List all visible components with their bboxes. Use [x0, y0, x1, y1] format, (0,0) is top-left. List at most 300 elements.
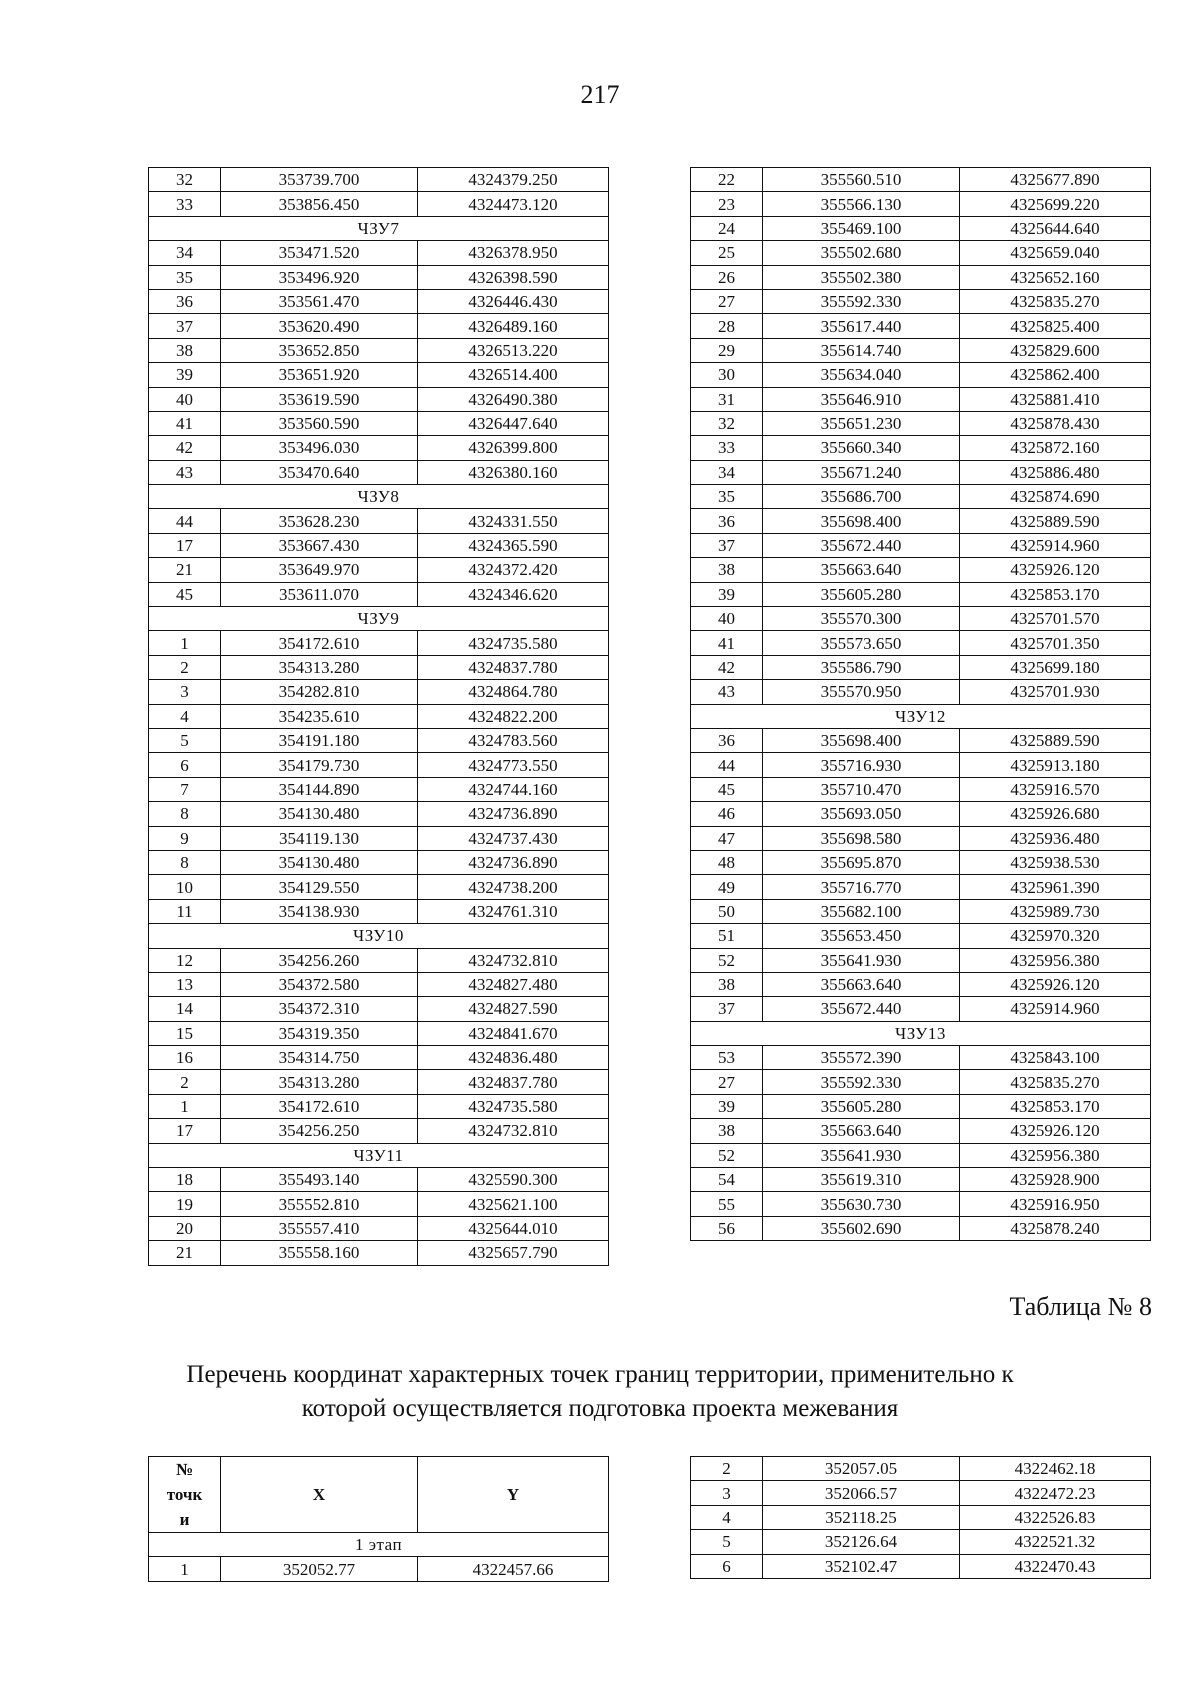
table-row [149, 802, 609, 826]
x-coordinate-cell: 354235.610 [221, 704, 418, 728]
point-number-cell: 35 [691, 485, 763, 509]
y-coordinate-cell: 4322526.83 [960, 1505, 1151, 1529]
table-row [691, 241, 1151, 265]
x-coordinate-cell: 353611.070 [221, 582, 418, 606]
x-coordinate-cell: 353620.490 [221, 314, 418, 338]
table-row [149, 850, 609, 874]
table-row [691, 460, 1151, 484]
point-number-cell: 25 [691, 241, 763, 265]
y-coordinate-cell: 4324864.780 [418, 680, 609, 704]
point-number-cell: 32 [691, 411, 763, 435]
territory-coordinates-table-left [148, 1456, 609, 1582]
table-row [149, 680, 609, 704]
page-number: 217 [580, 80, 620, 109]
point-number-cell: 50 [691, 899, 763, 923]
point-number-cell: 42 [691, 655, 763, 679]
x-coordinate-cell: 354313.280 [221, 1070, 418, 1094]
y-coordinate-cell: 4325913.180 [960, 753, 1151, 777]
y-coordinate-cell: 4325699.180 [960, 655, 1151, 679]
table-row [149, 826, 609, 850]
y-coordinate-cell: 4325853.170 [960, 582, 1151, 606]
point-number-cell: 47 [691, 826, 763, 850]
point-number-cell: 48 [691, 850, 763, 874]
y-coordinate-cell: 4326399.800 [418, 436, 609, 460]
point-number-cell: 21 [149, 1241, 221, 1265]
x-coordinate-cell: 352066.57 [763, 1481, 960, 1505]
y-coordinate-cell: 4324732.810 [418, 1119, 609, 1143]
table-row [149, 436, 609, 460]
x-coordinate-cell: 354282.810 [221, 680, 418, 704]
x-coordinate-cell: 355570.300 [763, 607, 960, 631]
point-number-cell: 49 [691, 875, 763, 899]
x-coordinate-cell: 353628.230 [221, 509, 418, 533]
x-coordinate-cell: 355663.640 [763, 558, 960, 582]
table-row [691, 558, 1151, 582]
y-coordinate-cell: 4325916.570 [960, 777, 1151, 801]
table-row [149, 1192, 609, 1216]
x-coordinate-cell: 352118.25 [763, 1505, 960, 1529]
point-number-cell: 27 [691, 289, 763, 313]
coordinates-table-left [148, 167, 609, 1266]
point-number-cell: 2 [149, 1070, 221, 1094]
point-number-cell: 41 [691, 631, 763, 655]
point-number-cell: 30 [691, 363, 763, 387]
x-coordinate-cell: 355502.680 [763, 241, 960, 265]
point-number-cell: 6 [691, 1554, 763, 1578]
x-coordinate-cell: 353496.030 [221, 436, 418, 460]
table-row [691, 1094, 1151, 1118]
point-number-cell: 12 [149, 948, 221, 972]
y-coordinate-cell: 4324836.480 [418, 1046, 609, 1070]
x-coordinate-cell: 355572.390 [763, 1046, 960, 1070]
point-number-cell: 7 [149, 777, 221, 801]
x-coordinate-cell: 355630.730 [763, 1192, 960, 1216]
y-coordinate-cell: 4324379.250 [418, 168, 609, 192]
table-row [149, 1070, 609, 1094]
point-number-cell: 8 [149, 850, 221, 874]
table-row [691, 1143, 1151, 1167]
point-number-cell: 10 [149, 875, 221, 899]
table-row [691, 192, 1151, 216]
y-coordinate-cell: 4325926.680 [960, 802, 1151, 826]
x-coordinate-cell: 355573.650 [763, 631, 960, 655]
y-coordinate-cell: 4325926.120 [960, 1119, 1151, 1143]
y-coordinate-cell: 4325825.400 [960, 314, 1151, 338]
x-coordinate-cell: 354256.260 [221, 948, 418, 972]
section-label: ЧЗУ10 [149, 924, 609, 948]
x-coordinate-cell: 354372.310 [221, 997, 418, 1021]
x-coordinate-cell: 355617.440 [763, 314, 960, 338]
y-coordinate-cell: 4325701.570 [960, 607, 1151, 631]
point-number-cell: 55 [691, 1192, 763, 1216]
point-number-cell: 29 [691, 338, 763, 362]
point-number-cell: 34 [691, 460, 763, 484]
y-coordinate-cell: 4324837.780 [418, 655, 609, 679]
table-row [149, 265, 609, 289]
column-header-y: Y [418, 1457, 609, 1533]
table-row [691, 826, 1151, 850]
point-number-cell: 35 [149, 265, 221, 289]
coordinates-table-right [690, 167, 1151, 1241]
y-coordinate-cell: 4326447.640 [418, 411, 609, 435]
x-coordinate-cell: 353651.920 [221, 363, 418, 387]
point-number-cell: 22 [691, 168, 763, 192]
x-coordinate-cell: 355566.130 [763, 192, 960, 216]
y-coordinate-cell: 4325878.240 [960, 1216, 1151, 1240]
table-row [149, 655, 609, 679]
y-coordinate-cell: 4325936.480 [960, 826, 1151, 850]
table-row [149, 558, 609, 582]
x-coordinate-cell: 355493.140 [221, 1168, 418, 1192]
y-coordinate-cell: 4325956.380 [960, 1143, 1151, 1167]
table-row [149, 631, 609, 655]
y-coordinate-cell: 4325889.590 [960, 728, 1151, 752]
table-row [149, 972, 609, 996]
y-coordinate-cell: 4326446.430 [418, 289, 609, 313]
point-number-cell: 37 [149, 314, 221, 338]
y-coordinate-cell: 4326490.380 [418, 387, 609, 411]
y-coordinate-cell: 4324822.200 [418, 704, 609, 728]
point-number-cell: 17 [149, 533, 221, 557]
table-row [149, 1241, 609, 1265]
point-number-cell: 42 [149, 436, 221, 460]
table-row [149, 168, 609, 192]
table-row [691, 509, 1151, 533]
x-coordinate-cell: 355710.470 [763, 777, 960, 801]
y-coordinate-cell: 4326514.400 [418, 363, 609, 387]
x-coordinate-cell: 354179.730 [221, 753, 418, 777]
point-number-cell: 17 [149, 1119, 221, 1143]
section-row [149, 1143, 609, 1167]
x-coordinate-cell: 355651.230 [763, 411, 960, 435]
table-row [691, 582, 1151, 606]
point-number-cell: 4 [149, 704, 221, 728]
x-coordinate-cell: 354191.180 [221, 728, 418, 752]
section-label: ЧЗУ7 [149, 216, 609, 240]
table-row [149, 241, 609, 265]
point-number-cell: 1 [149, 1094, 221, 1118]
table-row [691, 680, 1151, 704]
x-coordinate-cell: 355614.740 [763, 338, 960, 362]
point-number-cell: 28 [691, 314, 763, 338]
table-title-line-1: Перечень координат характерных точек границ территории, применительно к [186, 1361, 1014, 1388]
point-number-cell: 21 [149, 558, 221, 582]
x-coordinate-cell: 355698.400 [763, 728, 960, 752]
table-row [149, 1119, 609, 1143]
point-number-cell: 39 [691, 582, 763, 606]
y-coordinate-cell: 4325926.120 [960, 558, 1151, 582]
x-coordinate-cell: 355672.440 [763, 533, 960, 557]
point-number-cell: 27 [691, 1070, 763, 1094]
table-row [691, 1192, 1151, 1216]
y-coordinate-cell: 4325938.530 [960, 850, 1151, 874]
x-coordinate-cell: 355653.450 [763, 924, 960, 948]
y-coordinate-cell: 4325926.120 [960, 972, 1151, 996]
x-coordinate-cell: 354314.750 [221, 1046, 418, 1070]
x-coordinate-cell: 355557.410 [221, 1216, 418, 1240]
y-coordinate-cell: 4325677.890 [960, 168, 1151, 192]
table-row [149, 1557, 609, 1581]
table-row [691, 899, 1151, 923]
x-coordinate-cell: 355605.280 [763, 582, 960, 606]
point-number-cell: 52 [691, 948, 763, 972]
y-coordinate-cell: 4324837.780 [418, 1070, 609, 1094]
point-number-cell: 44 [691, 753, 763, 777]
x-coordinate-cell: 353619.590 [221, 387, 418, 411]
point-number-cell: 34 [149, 241, 221, 265]
y-coordinate-cell: 4324331.550 [418, 509, 609, 533]
table-row [691, 875, 1151, 899]
x-coordinate-cell: 355641.930 [763, 1143, 960, 1167]
x-coordinate-cell: 352126.64 [763, 1530, 960, 1554]
y-coordinate-cell: 4324773.550 [418, 753, 609, 777]
table-row [691, 1554, 1151, 1578]
point-number-cell: 40 [691, 607, 763, 631]
table-row [691, 411, 1151, 435]
table-row [691, 972, 1151, 996]
table-row [691, 485, 1151, 509]
x-coordinate-cell: 355558.160 [221, 1241, 418, 1265]
table-header-row [149, 1457, 609, 1533]
section-label: ЧЗУ12 [691, 704, 1151, 728]
table-row [691, 1457, 1151, 1481]
table-row [691, 1046, 1151, 1070]
point-number-cell: 54 [691, 1168, 763, 1192]
table-row [149, 460, 609, 484]
table-row [691, 753, 1151, 777]
section-label: ЧЗУ9 [149, 607, 609, 631]
table-row [149, 582, 609, 606]
y-coordinate-cell: 4324783.560 [418, 728, 609, 752]
x-coordinate-cell: 353739.700 [221, 168, 418, 192]
x-coordinate-cell: 355698.580 [763, 826, 960, 850]
table-row [691, 802, 1151, 826]
x-coordinate-cell: 355570.950 [763, 680, 960, 704]
point-number-cell: 1 [149, 1557, 221, 1581]
point-number-cell: 33 [149, 192, 221, 216]
y-coordinate-cell: 4325644.640 [960, 216, 1151, 240]
y-coordinate-cell: 4324735.580 [418, 631, 609, 655]
x-coordinate-cell: 355502.380 [763, 265, 960, 289]
point-number-cell: 3 [149, 680, 221, 704]
x-coordinate-cell: 354256.250 [221, 1119, 418, 1143]
point-number-cell: 16 [149, 1046, 221, 1070]
y-coordinate-cell: 4324761.310 [418, 899, 609, 923]
x-coordinate-cell: 354319.350 [221, 1021, 418, 1045]
y-coordinate-cell: 4325961.390 [960, 875, 1151, 899]
section-label: ЧЗУ8 [149, 485, 609, 509]
point-number-cell: 26 [691, 265, 763, 289]
x-coordinate-cell: 353471.520 [221, 241, 418, 265]
table-row [691, 314, 1151, 338]
y-coordinate-cell: 4324736.890 [418, 802, 609, 826]
y-coordinate-cell: 4324827.590 [418, 997, 609, 1021]
x-coordinate-cell: 355663.640 [763, 1119, 960, 1143]
y-coordinate-cell: 4325889.590 [960, 509, 1151, 533]
point-number-cell: 37 [691, 533, 763, 557]
y-coordinate-cell: 4325928.900 [960, 1168, 1151, 1192]
y-coordinate-cell: 4322462.18 [960, 1457, 1151, 1481]
x-coordinate-cell: 355552.810 [221, 1192, 418, 1216]
x-coordinate-cell: 355695.870 [763, 850, 960, 874]
x-coordinate-cell: 355682.100 [763, 899, 960, 923]
column-header-x: X [221, 1457, 418, 1533]
x-coordinate-cell: 355716.770 [763, 875, 960, 899]
point-number-cell: 1 [149, 631, 221, 655]
section-row [149, 216, 609, 240]
x-coordinate-cell: 353561.470 [221, 289, 418, 313]
y-coordinate-cell: 4322521.32 [960, 1530, 1151, 1554]
point-number-cell: 15 [149, 1021, 221, 1045]
point-number-cell: 2 [149, 655, 221, 679]
y-coordinate-cell: 4326398.590 [418, 265, 609, 289]
table-row [691, 655, 1151, 679]
table-row [149, 289, 609, 313]
y-coordinate-cell: 4324735.580 [418, 1094, 609, 1118]
point-number-cell: 44 [149, 509, 221, 533]
x-coordinate-cell: 355592.330 [763, 289, 960, 313]
section-row [691, 704, 1151, 728]
table-row [691, 607, 1151, 631]
table-row [149, 997, 609, 1021]
point-number-cell: 36 [691, 509, 763, 533]
x-coordinate-cell: 355634.040 [763, 363, 960, 387]
table-row [691, 338, 1151, 362]
x-coordinate-cell: 354372.580 [221, 972, 418, 996]
table-row [691, 1481, 1151, 1505]
x-coordinate-cell: 355646.910 [763, 387, 960, 411]
y-coordinate-cell: 4324346.620 [418, 582, 609, 606]
point-number-cell: 45 [149, 582, 221, 606]
point-number-cell: 38 [691, 558, 763, 582]
table-row [691, 1216, 1151, 1240]
y-coordinate-cell: 4326489.160 [418, 314, 609, 338]
y-coordinate-cell: 4325699.220 [960, 192, 1151, 216]
section-label: 1 этап [149, 1533, 609, 1557]
point-number-cell: 2 [691, 1457, 763, 1481]
section-row [691, 1021, 1151, 1045]
point-number-cell: 36 [691, 728, 763, 752]
table-row [691, 533, 1151, 557]
column-header-point-number [149, 1457, 221, 1533]
point-number-cell: 43 [149, 460, 221, 484]
y-coordinate-cell: 4325652.160 [960, 265, 1151, 289]
x-coordinate-cell: 352057.05 [763, 1457, 960, 1481]
y-coordinate-cell: 4322457.66 [418, 1557, 609, 1581]
y-coordinate-cell: 4325914.960 [960, 533, 1151, 557]
x-coordinate-cell: 352052.77 [221, 1557, 418, 1581]
y-coordinate-cell: 4325829.600 [960, 338, 1151, 362]
y-coordinate-cell: 4325659.040 [960, 241, 1151, 265]
y-coordinate-cell: 4324737.430 [418, 826, 609, 850]
table-row [149, 1216, 609, 1240]
y-coordinate-cell: 4326378.950 [418, 241, 609, 265]
x-coordinate-cell: 353649.970 [221, 558, 418, 582]
point-number-cell: 36 [149, 289, 221, 313]
table-row [691, 1168, 1151, 1192]
y-coordinate-cell: 4324732.810 [418, 948, 609, 972]
y-coordinate-cell: 4325644.010 [418, 1216, 609, 1240]
x-coordinate-cell: 353470.640 [221, 460, 418, 484]
x-coordinate-cell: 355698.400 [763, 509, 960, 533]
x-coordinate-cell: 355672.440 [763, 997, 960, 1021]
point-number-cell: 24 [691, 216, 763, 240]
point-number-cell: 33 [691, 436, 763, 460]
x-coordinate-cell: 354129.550 [221, 875, 418, 899]
point-number-cell: 14 [149, 997, 221, 1021]
y-coordinate-cell: 4324841.670 [418, 1021, 609, 1045]
y-coordinate-cell: 4324738.200 [418, 875, 609, 899]
point-number-cell: 39 [149, 363, 221, 387]
section-row [149, 485, 609, 509]
y-coordinate-cell: 4322472.23 [960, 1481, 1151, 1505]
y-coordinate-cell: 4325862.400 [960, 363, 1151, 387]
table-row [691, 1070, 1151, 1094]
x-coordinate-cell: 353560.590 [221, 411, 418, 435]
y-coordinate-cell: 4325843.100 [960, 1046, 1151, 1070]
table-row [691, 1119, 1151, 1143]
table-row [149, 875, 609, 899]
table-row [691, 728, 1151, 752]
table-row [149, 704, 609, 728]
x-coordinate-cell: 353856.450 [221, 192, 418, 216]
y-coordinate-cell: 4325590.300 [418, 1168, 609, 1192]
table-row [149, 314, 609, 338]
x-coordinate-cell: 354130.480 [221, 802, 418, 826]
table-row [691, 363, 1151, 387]
table-row [691, 1530, 1151, 1554]
table-row [149, 1046, 609, 1070]
x-coordinate-cell: 355592.330 [763, 1070, 960, 1094]
point-number-cell: 8 [149, 802, 221, 826]
point-number-cell: 51 [691, 924, 763, 948]
point-number-cell: 40 [149, 387, 221, 411]
table-row [691, 777, 1151, 801]
table-row [691, 1505, 1151, 1529]
table-row [691, 924, 1151, 948]
y-coordinate-cell: 4325701.930 [960, 680, 1151, 704]
table-row [149, 728, 609, 752]
x-coordinate-cell: 354172.610 [221, 1094, 418, 1118]
table-row [149, 411, 609, 435]
table-row [149, 899, 609, 923]
table-row [149, 1168, 609, 1192]
x-coordinate-cell: 354130.480 [221, 850, 418, 874]
table-row [149, 387, 609, 411]
x-coordinate-cell: 355663.640 [763, 972, 960, 996]
point-number-cell: 13 [149, 972, 221, 996]
territory-coordinates-table-right [690, 1456, 1151, 1579]
y-coordinate-cell: 4325878.430 [960, 411, 1151, 435]
y-coordinate-cell: 4325886.480 [960, 460, 1151, 484]
section-row [149, 924, 609, 948]
x-coordinate-cell: 355671.240 [763, 460, 960, 484]
y-coordinate-cell: 4324365.590 [418, 533, 609, 557]
table-row [691, 436, 1151, 460]
table-row [149, 1094, 609, 1118]
point-number-cell: 43 [691, 680, 763, 704]
point-number-cell: 41 [149, 411, 221, 435]
x-coordinate-cell: 355469.100 [763, 216, 960, 240]
table-caption: Таблица № 8 [1009, 1292, 1152, 1321]
x-coordinate-cell: 355560.510 [763, 168, 960, 192]
y-coordinate-cell: 4325914.960 [960, 997, 1151, 1021]
y-coordinate-cell: 4325916.950 [960, 1192, 1151, 1216]
table-row [691, 216, 1151, 240]
point-number-cell: 39 [691, 1094, 763, 1118]
x-coordinate-cell: 354119.130 [221, 826, 418, 850]
header-number-line-2: точк [166, 1485, 203, 1504]
